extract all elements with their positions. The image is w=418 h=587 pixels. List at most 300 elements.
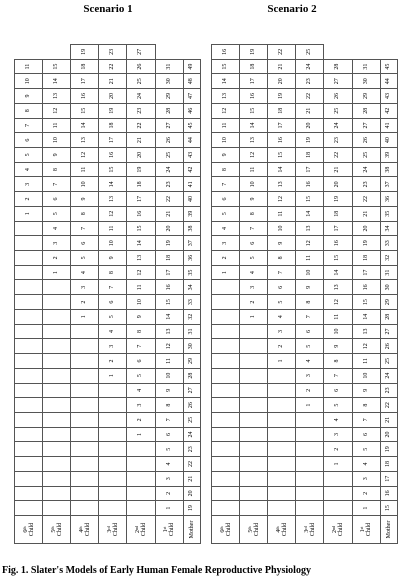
table-cell: 8 bbox=[71, 206, 99, 221]
row-header-number: 6 bbox=[22, 529, 29, 533]
table-cell: 4 bbox=[324, 412, 352, 427]
table-cell: 18 bbox=[240, 59, 268, 74]
table-cell: 30 bbox=[183, 339, 200, 354]
table-cell: 8 bbox=[352, 398, 380, 413]
table-cell: 1 bbox=[324, 457, 352, 472]
row-header-number: 3 bbox=[106, 529, 113, 533]
table-cell: 46 bbox=[183, 103, 200, 118]
table-cell: 17 bbox=[71, 74, 99, 89]
table-cell: 22 bbox=[324, 148, 352, 163]
row-header bbox=[296, 516, 324, 544]
table-cell: 44 bbox=[380, 74, 397, 89]
table-row bbox=[268, 45, 296, 544]
table-cell: 23 bbox=[352, 177, 380, 192]
table-cell bbox=[15, 412, 43, 427]
table-cell: 5 bbox=[296, 339, 324, 354]
table-cell: 15 bbox=[296, 192, 324, 207]
table-cell bbox=[240, 457, 268, 472]
table-cell: 25 bbox=[352, 148, 380, 163]
table-cell: 12 bbox=[324, 295, 352, 310]
table-cell: 1 bbox=[240, 309, 268, 324]
table-cell bbox=[99, 412, 127, 427]
table-cell: 11 bbox=[15, 59, 43, 74]
table-cell: 28 bbox=[324, 59, 352, 74]
table-cell bbox=[99, 442, 127, 457]
table-cell bbox=[268, 398, 296, 413]
table-cell bbox=[71, 427, 99, 442]
table-cell: 11 bbox=[296, 251, 324, 266]
table-cell: 26 bbox=[155, 133, 183, 148]
table-cell: 11 bbox=[155, 354, 183, 369]
table-cell: 39 bbox=[183, 206, 200, 221]
row-header-ordinal: nd bbox=[330, 526, 336, 530]
table-cell: 22 bbox=[183, 457, 200, 472]
row-header-label: Mother bbox=[188, 520, 195, 539]
table-cell: 15 bbox=[268, 148, 296, 163]
table-cell: 30 bbox=[352, 74, 380, 89]
table-cell: 8 bbox=[15, 103, 43, 118]
table-cell: 2 bbox=[240, 295, 268, 310]
table-cell: 6 bbox=[324, 383, 352, 398]
table-cell: 14 bbox=[155, 309, 183, 324]
table-cell: 20 bbox=[127, 148, 155, 163]
table-cell: 11 bbox=[71, 162, 99, 177]
row-header-label: Child bbox=[84, 522, 91, 537]
table-cell: 19 bbox=[240, 45, 268, 60]
table-cell: 14 bbox=[43, 74, 71, 89]
row-header-number: 2 bbox=[134, 530, 141, 533]
table-row bbox=[324, 45, 352, 544]
table-cell: 20 bbox=[155, 221, 183, 236]
table-cell: 3 bbox=[71, 280, 99, 295]
table-cell: 14 bbox=[296, 206, 324, 221]
table-cell: 18 bbox=[324, 206, 352, 221]
table-cell bbox=[43, 295, 71, 310]
table-cell: 8 bbox=[324, 354, 352, 369]
table-cell: 12 bbox=[155, 339, 183, 354]
table-cell bbox=[15, 280, 43, 295]
table-cell bbox=[240, 324, 268, 339]
table-cell: 20 bbox=[268, 74, 296, 89]
table-cell: 14 bbox=[268, 162, 296, 177]
table-cell: 3 bbox=[324, 427, 352, 442]
table-cell: 23 bbox=[324, 133, 352, 148]
table-cell: 25 bbox=[324, 103, 352, 118]
table-cell: 2 bbox=[15, 192, 43, 207]
table-cell: 9 bbox=[296, 280, 324, 295]
table-cell: 2 bbox=[324, 442, 352, 457]
table-cell: 2 bbox=[268, 339, 296, 354]
table-cell: 38 bbox=[183, 221, 200, 236]
table-cell: 44 bbox=[183, 133, 200, 148]
table-cell: 31 bbox=[352, 59, 380, 74]
table-cell bbox=[240, 412, 268, 427]
row-header-label: Child bbox=[140, 522, 147, 537]
table-cell: 21 bbox=[183, 471, 200, 486]
table-cell: 9 bbox=[240, 192, 268, 207]
table-cell bbox=[43, 280, 71, 295]
table-cell: 9 bbox=[43, 148, 71, 163]
table-cell bbox=[43, 339, 71, 354]
row-header-label: Child bbox=[56, 522, 63, 537]
table-cell: 16 bbox=[71, 89, 99, 104]
table-cell: 37 bbox=[183, 236, 200, 251]
table-cell: 26 bbox=[324, 89, 352, 104]
table-cell bbox=[15, 442, 43, 457]
table-cell bbox=[15, 221, 43, 236]
row-header-number: 6 bbox=[219, 529, 226, 533]
table-cell: 13 bbox=[43, 89, 71, 104]
table-cell: 12 bbox=[240, 148, 268, 163]
table-cell: 18 bbox=[127, 177, 155, 192]
table-cell: 19 bbox=[380, 442, 397, 457]
table-cell bbox=[43, 442, 71, 457]
table-cell: 21 bbox=[268, 59, 296, 74]
table-cell: 29 bbox=[155, 89, 183, 104]
table-cell bbox=[324, 501, 352, 516]
table-cell: 20 bbox=[183, 486, 200, 501]
table-cell: 13 bbox=[268, 177, 296, 192]
table-cell: 14 bbox=[212, 74, 240, 89]
table-cell: 14 bbox=[71, 118, 99, 133]
table-cell: 30 bbox=[380, 280, 397, 295]
table-cell: 17 bbox=[127, 192, 155, 207]
table-cell: 12 bbox=[71, 148, 99, 163]
table-cell bbox=[71, 368, 99, 383]
table-cell: 13 bbox=[352, 324, 380, 339]
table-cell: 6 bbox=[43, 192, 71, 207]
table-cell: 42 bbox=[380, 103, 397, 118]
table-cell: 23 bbox=[183, 442, 200, 457]
table-cell: 34 bbox=[183, 280, 200, 295]
table-cell: 25 bbox=[296, 45, 324, 60]
table-cell bbox=[71, 398, 99, 413]
table-row bbox=[296, 45, 324, 544]
table-cell bbox=[268, 412, 296, 427]
table-cell: 24 bbox=[296, 59, 324, 74]
scenario-1-title: Scenario 1 bbox=[83, 3, 133, 15]
table-cell: 34 bbox=[380, 221, 397, 236]
table-cell: 1 bbox=[352, 501, 380, 516]
table-cell: 10 bbox=[296, 265, 324, 280]
table-cell: 25 bbox=[380, 354, 397, 369]
table-cell bbox=[240, 339, 268, 354]
table-cell: 1 bbox=[43, 265, 71, 280]
table-cell: 6 bbox=[352, 427, 380, 442]
row-header-number: 1 bbox=[163, 529, 170, 533]
table-cell: 12 bbox=[296, 236, 324, 251]
table-cell: 4 bbox=[127, 383, 155, 398]
table-cell: 21 bbox=[352, 206, 380, 221]
table-cell: 19 bbox=[352, 236, 380, 251]
table-cell: 22 bbox=[155, 192, 183, 207]
table-cell: 5 bbox=[71, 251, 99, 266]
scenario-2-table bbox=[211, 44, 398, 544]
table-cell bbox=[71, 412, 99, 427]
table-cell: 23 bbox=[99, 45, 127, 60]
table-cell: 4 bbox=[15, 162, 43, 177]
table-cell bbox=[212, 427, 240, 442]
table-cell bbox=[127, 457, 155, 472]
table-cell: 15 bbox=[352, 295, 380, 310]
table-cell: 19 bbox=[155, 236, 183, 251]
table-cell: 40 bbox=[380, 133, 397, 148]
table-cell: 3 bbox=[352, 471, 380, 486]
table-cell: 22 bbox=[380, 398, 397, 413]
table-cell: 17 bbox=[296, 162, 324, 177]
table-cell: 16 bbox=[212, 45, 240, 60]
table-cell: 30 bbox=[155, 74, 183, 89]
table-cell bbox=[212, 398, 240, 413]
row-header-number: 4 bbox=[78, 529, 85, 533]
table-cell bbox=[15, 398, 43, 413]
table-cell bbox=[71, 442, 99, 457]
table-cell: 10 bbox=[71, 177, 99, 192]
row-header-label: Child bbox=[112, 522, 119, 537]
table-cell: 22 bbox=[99, 59, 127, 74]
table-cell: 27 bbox=[155, 118, 183, 133]
table-cell: 3 bbox=[127, 398, 155, 413]
table-cell: 7 bbox=[240, 221, 268, 236]
table-cell bbox=[71, 324, 99, 339]
table-cell: 2 bbox=[296, 383, 324, 398]
table-cell: 36 bbox=[380, 192, 397, 207]
table-cell bbox=[296, 457, 324, 472]
table-cell bbox=[15, 457, 43, 472]
table-cell bbox=[15, 486, 43, 501]
table-cell: 6 bbox=[15, 133, 43, 148]
table-cell: 7 bbox=[127, 339, 155, 354]
table-cell bbox=[99, 457, 127, 472]
table-cell: 2 bbox=[212, 251, 240, 266]
table-cell: 38 bbox=[380, 162, 397, 177]
row-header bbox=[212, 516, 240, 544]
table-cell: 5 bbox=[127, 368, 155, 383]
row-header-label: Child bbox=[253, 522, 260, 537]
table-cell: 7 bbox=[99, 280, 127, 295]
table-cell: 10 bbox=[324, 324, 352, 339]
table-cell bbox=[212, 280, 240, 295]
table-cell bbox=[296, 486, 324, 501]
table-cell: 7 bbox=[212, 177, 240, 192]
table-cell bbox=[296, 442, 324, 457]
table-cell: 25 bbox=[183, 412, 200, 427]
table-cell: 12 bbox=[352, 339, 380, 354]
table-cell bbox=[212, 412, 240, 427]
table-cell: 10 bbox=[43, 133, 71, 148]
row-header-number: 2 bbox=[331, 530, 338, 533]
table-cell: 1 bbox=[212, 265, 240, 280]
table-cell bbox=[212, 442, 240, 457]
table-cell: 7 bbox=[43, 177, 71, 192]
table-cell bbox=[71, 339, 99, 354]
table-cell bbox=[15, 324, 43, 339]
table-cell: 22 bbox=[127, 118, 155, 133]
table-cell: 7 bbox=[155, 412, 183, 427]
table-cell: 39 bbox=[380, 148, 397, 163]
table-cell: 9 bbox=[324, 339, 352, 354]
table-cell: 11 bbox=[324, 309, 352, 324]
table-cell: 8 bbox=[240, 206, 268, 221]
table-cell: 2 bbox=[99, 354, 127, 369]
table-cell: 9 bbox=[15, 89, 43, 104]
table-cell: 31 bbox=[183, 324, 200, 339]
table-cell: 43 bbox=[380, 89, 397, 104]
table-cell bbox=[296, 471, 324, 486]
table-cell: 16 bbox=[268, 133, 296, 148]
table-cell: 18 bbox=[268, 103, 296, 118]
row-header-number: 3 bbox=[303, 529, 310, 533]
table-cell bbox=[71, 486, 99, 501]
table-cell bbox=[99, 471, 127, 486]
table-cell: 21 bbox=[99, 74, 127, 89]
table-cell: 13 bbox=[296, 221, 324, 236]
table-cell bbox=[268, 442, 296, 457]
table-cell bbox=[43, 427, 71, 442]
table-cell: 23 bbox=[380, 383, 397, 398]
table-cell: 4 bbox=[212, 221, 240, 236]
table-cell: 5 bbox=[212, 206, 240, 221]
table-cell: 9 bbox=[268, 236, 296, 251]
table-cell: 20 bbox=[380, 427, 397, 442]
table-cell: 9 bbox=[352, 383, 380, 398]
table-cell bbox=[99, 427, 127, 442]
row-header-label: Child bbox=[337, 522, 344, 537]
table-cell: 4 bbox=[352, 457, 380, 472]
table-cell: 9 bbox=[71, 192, 99, 207]
table-cell bbox=[212, 339, 240, 354]
table-cell: 14 bbox=[352, 309, 380, 324]
table-cell bbox=[212, 309, 240, 324]
row-header-ordinal: th bbox=[246, 526, 252, 530]
table-cell: 17 bbox=[352, 265, 380, 280]
table-cell bbox=[15, 471, 43, 486]
table-cell: 28 bbox=[155, 103, 183, 118]
table-cell: 13 bbox=[240, 133, 268, 148]
table-cell: 17 bbox=[155, 265, 183, 280]
table-cell: 26 bbox=[183, 398, 200, 413]
table-cell bbox=[71, 354, 99, 369]
row-header bbox=[127, 516, 155, 544]
row-header bbox=[268, 516, 296, 544]
table-cell: 23 bbox=[127, 103, 155, 118]
table-row bbox=[183, 45, 200, 544]
table-cell: 15 bbox=[127, 221, 155, 236]
table-cell: 14 bbox=[240, 118, 268, 133]
table-cell: 41 bbox=[183, 177, 200, 192]
table-cell: 3 bbox=[240, 280, 268, 295]
table-row bbox=[99, 45, 127, 544]
table-cell: 7 bbox=[268, 265, 296, 280]
table-cell: 15 bbox=[99, 162, 127, 177]
table-cell: 2 bbox=[71, 295, 99, 310]
table-cell bbox=[43, 383, 71, 398]
table-cell bbox=[240, 354, 268, 369]
table-cell: 21 bbox=[127, 133, 155, 148]
table-cell: 8 bbox=[296, 295, 324, 310]
table-cell bbox=[268, 501, 296, 516]
table-cell bbox=[71, 471, 99, 486]
table-cell: 15 bbox=[212, 59, 240, 74]
table-cell: 17 bbox=[240, 74, 268, 89]
row-header bbox=[99, 516, 127, 544]
table-cell: 3 bbox=[43, 236, 71, 251]
table-cell: 33 bbox=[380, 236, 397, 251]
table-cell bbox=[296, 501, 324, 516]
table-cell bbox=[43, 368, 71, 383]
table-cell bbox=[268, 383, 296, 398]
table-cell: 25 bbox=[127, 74, 155, 89]
table-cell: 4 bbox=[155, 457, 183, 472]
table-cell: 16 bbox=[352, 280, 380, 295]
table-cell: 4 bbox=[71, 265, 99, 280]
table-cell: 17 bbox=[99, 133, 127, 148]
table-cell: 15 bbox=[43, 59, 71, 74]
table-cell: 13 bbox=[71, 133, 99, 148]
table-cell: 31 bbox=[380, 265, 397, 280]
table-cell: 16 bbox=[240, 89, 268, 104]
row-header bbox=[380, 516, 397, 544]
table-cell: 3 bbox=[212, 236, 240, 251]
table-cell: 5 bbox=[352, 442, 380, 457]
row-header bbox=[183, 516, 200, 544]
table-cell: 6 bbox=[99, 295, 127, 310]
table-cell: 11 bbox=[99, 221, 127, 236]
table-cell: 20 bbox=[352, 221, 380, 236]
table-cell: 13 bbox=[155, 324, 183, 339]
table-cell: 4 bbox=[268, 309, 296, 324]
row-header-ordinal: th bbox=[274, 526, 280, 530]
table-cell bbox=[15, 265, 43, 280]
table-cell: 45 bbox=[183, 118, 200, 133]
scenario-2-title: Scenario 2 bbox=[267, 3, 317, 15]
table-cell: 21 bbox=[324, 162, 352, 177]
table-cell: 19 bbox=[183, 501, 200, 516]
table-cell: 7 bbox=[296, 309, 324, 324]
table-cell: 9 bbox=[127, 309, 155, 324]
table-cell bbox=[212, 295, 240, 310]
row-header-label: Child bbox=[281, 522, 288, 537]
table-cell: 20 bbox=[324, 177, 352, 192]
table-cell: 5 bbox=[240, 251, 268, 266]
table-cell: 3 bbox=[155, 471, 183, 486]
table-cell: 37 bbox=[380, 177, 397, 192]
table-cell: 26 bbox=[380, 339, 397, 354]
table-cell: 2 bbox=[155, 486, 183, 501]
table-cell: 27 bbox=[127, 45, 155, 60]
table-cell: 47 bbox=[183, 89, 200, 104]
row-header-ordinal: rd bbox=[302, 526, 308, 530]
table-cell: 19 bbox=[324, 192, 352, 207]
table-cell: 24 bbox=[352, 162, 380, 177]
table-cell: 15 bbox=[324, 251, 352, 266]
row-header-number: 5 bbox=[50, 529, 57, 533]
table-cell bbox=[15, 501, 43, 516]
scenario-1-grid bbox=[14, 44, 201, 544]
table-cell bbox=[43, 486, 71, 501]
table-cell: 27 bbox=[352, 118, 380, 133]
table-cell: 18 bbox=[99, 118, 127, 133]
table-cell: 19 bbox=[296, 133, 324, 148]
table-cell: 33 bbox=[183, 295, 200, 310]
row-header bbox=[324, 516, 352, 544]
table-cell: 9 bbox=[99, 251, 127, 266]
table-cell: 5 bbox=[43, 206, 71, 221]
table-cell: 7 bbox=[15, 118, 43, 133]
table-cell: 12 bbox=[212, 103, 240, 118]
table-cell bbox=[240, 398, 268, 413]
table-cell: 32 bbox=[380, 251, 397, 266]
